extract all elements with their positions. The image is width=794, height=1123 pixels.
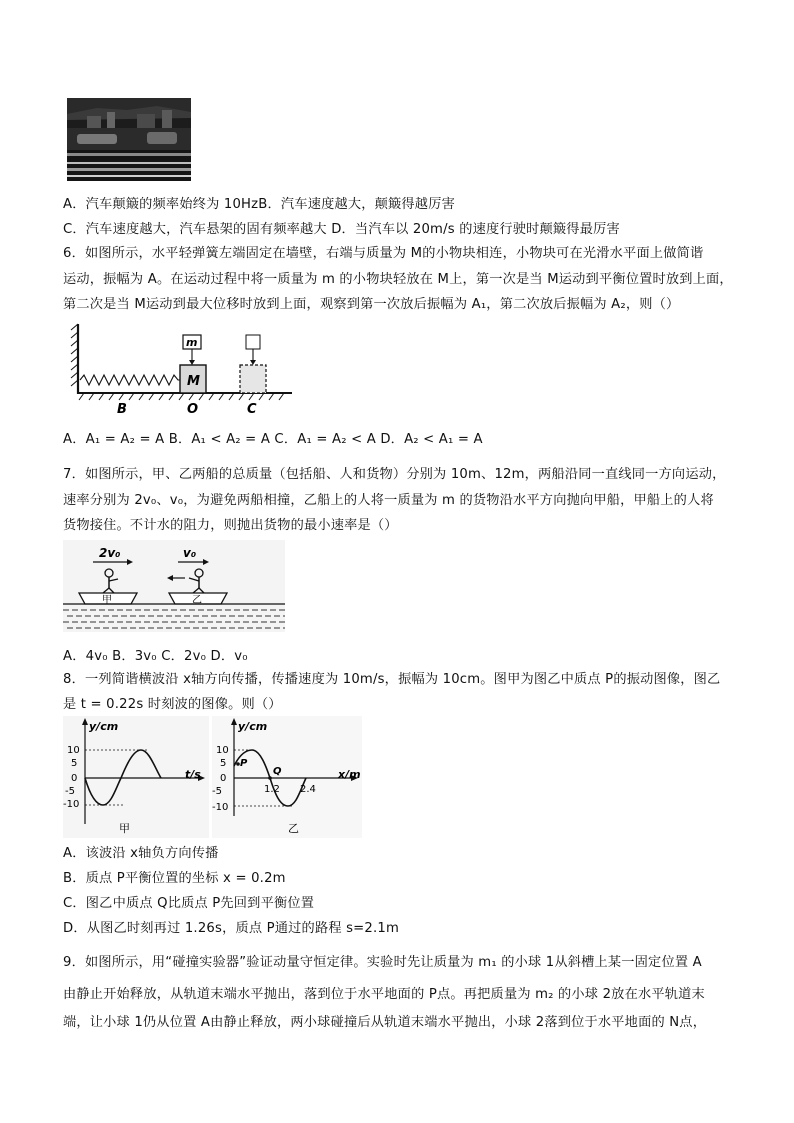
jia-tick-0: 0 [71,773,78,784]
point-B-label: B [117,402,127,417]
yi-tick-m5: -5 [212,786,222,797]
q5-options-row1 [63,196,455,214]
yi-tick-m10: -10 [212,802,229,813]
q8-stem-line2: 是 t = 0.22s 时刻波的图像。则（） [63,697,282,712]
yi-x-axis-label: x/m [338,768,361,781]
jia-caption: 甲 [119,822,130,835]
two-boats-figure [63,540,285,636]
yi-tick-10: 10 [216,745,229,756]
boat2-label: 乙 [192,595,202,606]
q8-option-b: B．质点 P平衡位置的坐标 x = 0.2m [63,871,286,886]
q6-options: A．A₁ = A₂ = A B．A₁ < A₂ = A C．A₁ = A₂ < A D．A₂ < A₁ = A [63,432,483,447]
jia-y-axis-label: y/cm [89,720,119,733]
q7-stem-line3: 货物接住。不计水的阻力，则抛出货物的最小速率是（） [63,518,398,533]
q5-options-row2 [63,221,620,239]
block-m-label: m [186,336,198,349]
q8-option-c: C．图乙中质点 Q比质点 P先回到平衡位置 [63,896,315,911]
q6-stem-line3: 第二次是当 M运动到最大位移时放到上面，观察到第一次放后振幅为 A₁，第二次放后振幅为 A₂，则（） [63,297,680,312]
q5-option-d: D．当汽车以 20m/s 的速度行驶时颠簸得最厉害 [331,222,620,237]
jia-tick-m5: -5 [65,786,75,797]
jia-x-axis-label: t/s [185,768,201,781]
wave-graph-yi [212,716,362,842]
point-O-label: O [187,402,199,417]
q6-stem-line1: 6．如图所示，水平轻弹簧左端固定在墙壁，右端与质量为 M的小物块相连，小物块可在光滑水平面上做简谐 [63,246,704,261]
q9-stem-line1: 9．如图所示，用“碰撞实验器”验证动量守恒定律。实验时先让质量为 m₁ 的小球 1从斜槽上某一固定位置 A [63,955,702,970]
point-P-label: P [240,758,248,769]
point-C-label: C [247,402,257,417]
q9-stem-line2: 由静止开始释放，从轨道末端水平抛出，落到位于水平地面的 P点。再把质量为 m₂ 的小球 2放在水平轨道末 [63,987,705,1002]
jia-tick-m10: -10 [63,799,80,810]
q8-option-a: A．该波沿 x轴负方向传播 [63,846,219,861]
boat2-velocity-label: v₀ [183,546,197,560]
jia-tick-5: 5 [71,758,78,769]
q8-option-d: D．从图乙时刻再过 1.26s，质点 P通过的路程 s=2.1m [63,921,400,936]
yi-caption: 乙 [288,822,299,835]
q7-options: A．4v₀ B．3v₀ C．2v₀ D．v₀ [63,649,248,664]
q5-option-c: C．汽车速度越大，汽车悬架的固有频率越大 [63,222,327,237]
yi-tick-0: 0 [220,773,227,784]
yi-xtick-2-4: 2.4 [300,784,316,795]
q8-stem-line1: 8．一列简谐横波沿 x轴方向传播，传播速度为 10m/s，振幅为 10cm。图甲为图乙中质点 P的振动图像，图乙 [63,672,721,687]
point-Q-label: Q [273,766,282,777]
yi-xtick-1-2: 1.2 [264,784,280,795]
boat1-velocity-label: 2v₀ [99,546,121,560]
block-M-label: M [187,374,200,389]
jia-tick-10: 10 [67,745,80,756]
car-road-photo [67,98,191,181]
q5-option-a: A．汽车颠簸的频率始终为 10Hz [63,197,259,212]
boat1-label: 甲 [102,595,112,606]
yi-tick-5: 5 [220,758,227,769]
q9-stem-line3: 端，让小球 1仍从位置 A由静止释放，两小球碰撞后从轨道末端水平抛出，小球 2落到位于水平地面的 N点， [63,1015,707,1030]
q7-stem-line1: 7．如图所示，甲、乙两船的总质量（包括船、人和货物）分别为 10m、12m，两船沿同一直线同一方向运动， [63,467,726,482]
spring-block-figure [70,320,300,422]
yi-y-axis-label: y/cm [238,720,268,733]
q6-stem-line2: 运动，振幅为 A。在运动过程中将一质量为 m 的小物块轻放在 M上，第一次是当 M运动到平衡位置时放到上面， [63,272,733,287]
q5-option-b: B．汽车速度越大，颠簸得越厉害 [258,197,455,212]
q7-stem-line2: 速率分别为 2v₀、v₀，为避免两船相撞，乙船上的人将一质量为 m 的货物沿水平方向抛向甲船，甲船上的人将 [63,493,714,508]
vibration-graph-jia [63,716,209,842]
